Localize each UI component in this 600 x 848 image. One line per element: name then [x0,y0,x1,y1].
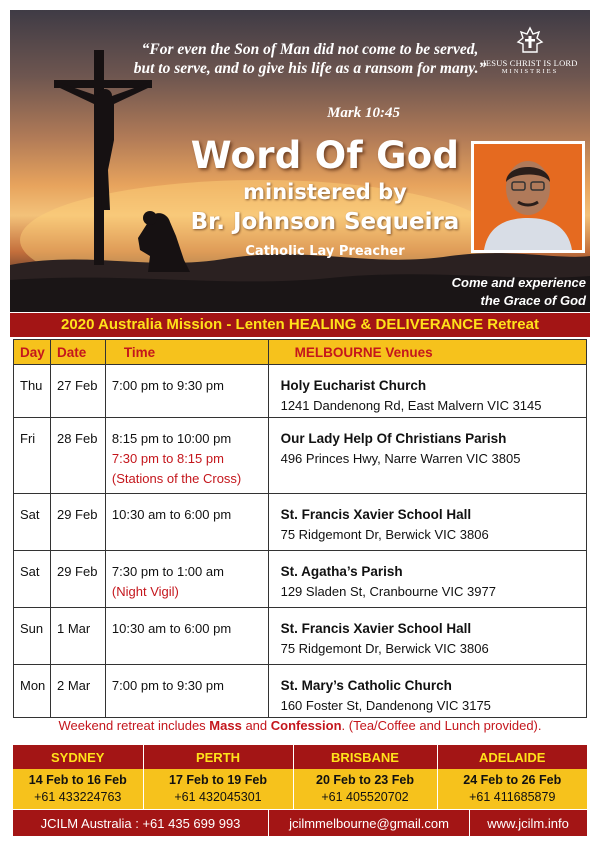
row-date: 2 Mar [50,665,105,718]
hero-banner [10,10,590,312]
note-and: and [241,718,271,733]
portrait-illustration [474,144,582,250]
venue-address: 1241 Dandenong Rd, East Malvern VIC 3145 [280,398,542,413]
venue-name: St. Francis Xavier School Hall [280,507,472,522]
cities-header-row [13,745,587,769]
schedule-row [14,608,587,665]
venue-name: St. Agatha’s Parish [280,564,403,579]
time-line: 7:00 pm to 9:30 pm [111,678,224,693]
time-line: 10:30 am to 6:00 pm [111,621,232,636]
logo-name: JESUS CHRIST IS LORD [482,58,578,68]
row-date: 1 Mar [50,608,105,665]
row-venue [268,418,586,494]
banner-highlight: HEALING & DELIVERANCE [288,316,484,333]
ministry-logo [478,26,582,75]
banner-prefix: 2020 Australia Mission - Lenten [61,316,289,333]
row-venue [268,365,586,418]
city-name: PERTH [143,745,293,769]
city-name: ADELAIDE [437,745,587,769]
city-phone: +61 432045301 [174,790,262,804]
row-time [105,665,268,718]
retreat-note [10,718,590,733]
schedule-row [14,365,587,418]
column-header-date: Date [50,340,105,365]
city-dates: 24 Feb to 26 Feb [463,773,562,787]
row-time [105,365,268,418]
event-title: Word Of God [190,134,460,177]
column-header-time: Time [105,340,268,365]
schedule-row [14,494,587,551]
city-dates: 20 Feb to 23 Feb [316,773,414,787]
row-time [105,418,268,494]
row-venue [268,665,586,718]
row-day: Sun [14,608,51,665]
city-dates: 17 Feb to 19 Feb [169,773,267,787]
column-header-venue: MELBOURNE Venues [268,340,586,365]
cities-details-row [13,769,587,809]
time-line: 10:30 am to 6:00 pm [111,507,232,522]
city-name: BRISBANE [293,745,437,769]
tagline-line-2: the Grace of God [480,293,586,308]
schedule-row [14,551,587,608]
website-link[interactable]: www.jcilm.info [487,815,569,831]
row-time [105,551,268,608]
row-date: 28 Feb [50,418,105,494]
city-name: SYDNEY [13,745,143,769]
tagline [406,274,586,310]
time-line-extra: (Night Vigil) [111,584,179,599]
venue-address: 160 Foster St, Dandenong VIC 3175 [280,698,491,713]
note-confession: Confession [270,718,342,733]
scripture-reference: Mark 10:45 [327,105,400,121]
city-phone: +61 411685879 [469,790,556,804]
contact-phone: JCILM Australia : +61 435 699 993 [40,815,241,831]
contact-footer [13,810,587,836]
schedule-header-row [14,340,587,365]
schedule-table [13,339,587,718]
venue-name: St. Francis Xavier School Hall [280,621,472,636]
note-mass: Mass [209,718,242,733]
venue-address: 129 Sladen St, Cranbourne VIC 3977 [280,584,496,599]
city-details [13,769,143,809]
row-day: Mon [14,665,51,718]
preacher-photo [471,141,585,253]
contact-email[interactable]: jcilmmelbourne@gmail.com [289,815,449,831]
logo-subtitle: MINISTRIES [501,68,559,75]
other-cities-table [13,745,587,809]
crest-icon [515,26,545,56]
tagline-line-1: Come and experience [451,275,586,290]
row-day: Sat [14,494,51,551]
venue-name: St. Mary’s Catholic Church [280,678,452,693]
time-line: 7:00 pm to 9:30 pm [111,378,224,393]
city-phone: +61 433224763 [34,790,122,804]
row-day: Thu [14,365,51,418]
venue-address: 75 Ridgemont Dr, Berwick VIC 3806 [280,641,489,656]
city-details [293,769,437,809]
banner-suffix: Retreat [483,316,539,333]
row-time [105,494,268,551]
note-text-1: Weekend retreat includes [58,718,210,733]
city-dates: 14 Feb to 16 Feb [28,773,127,787]
scripture-quote: “For even the Son of Man did not come to be served, but to serve, and to give his life as a ransom for many.” [133,41,487,77]
row-venue [268,608,586,665]
city-details [143,769,293,809]
time-line: 8:15 pm to 10:00 pm [111,431,232,446]
row-date: 29 Feb [50,551,105,608]
time-line: 7:30 pm to 1:00 am [111,564,224,579]
time-line-extra: 7:30 pm to 8:15 pm [111,451,224,466]
time-line-note: (Stations of the Cross) [111,471,242,486]
column-header-day: Day [14,340,51,365]
city-phone: +61 405520702 [321,790,409,804]
city-details [437,769,587,809]
row-date: 29 Feb [50,494,105,551]
row-day: Fri [14,418,51,494]
venue-address: 75 Ridgemont Dr, Berwick VIC 3806 [280,527,489,542]
note-text-2: . (Tea/Coffee and Lunch provided). [341,718,542,733]
schedule-row [14,665,587,718]
venue-address: 496 Princes Hwy, Narre Warren VIC 3805 [280,451,521,466]
row-date: 27 Feb [50,365,105,418]
venue-name: Holy Eucharist Church [280,378,427,393]
preacher-role: Catholic Lay Preacher [245,244,405,259]
row-venue [268,551,586,608]
schedule-row [14,418,587,494]
row-venue [268,494,586,551]
row-time [105,608,268,665]
venue-name: Our Lady Help Of Christians Parish [280,431,507,446]
row-day: Sat [14,551,51,608]
preacher-name: Br. Johnson Sequeira [190,209,460,235]
event-subtitle: ministered by [243,180,407,204]
retreat-banner [10,313,590,337]
